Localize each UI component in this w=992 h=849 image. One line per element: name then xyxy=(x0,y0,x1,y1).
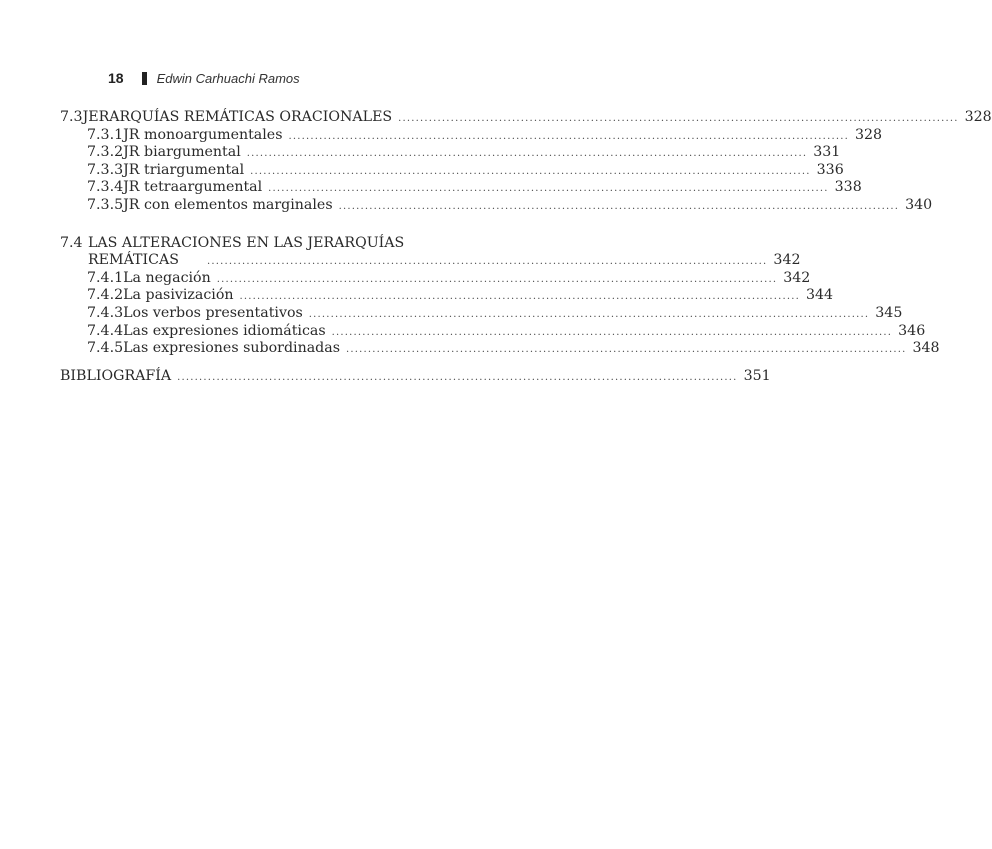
leader-dots: ................................................................................................................................ xyxy=(250,165,811,177)
subsection-number: 7.4.3 xyxy=(87,304,124,321)
page-ref: 348 xyxy=(912,340,940,357)
running-header xyxy=(108,70,300,86)
section-title-line1: LAS ALTERACIONES EN LAS JERARQUÍAS xyxy=(88,234,405,251)
toc-entry-7-3-2 xyxy=(60,144,841,162)
section-number: 7.3 xyxy=(60,109,83,125)
page-number: 18 xyxy=(108,70,124,86)
section-title-line2: REMÁTICAS xyxy=(88,252,179,269)
toc-entry-7-4 xyxy=(60,252,801,270)
toc-entry-7-3 xyxy=(60,109,992,127)
subsection-number: 7.3.5 xyxy=(87,196,124,213)
subsection-title: Las expresiones subordinadas xyxy=(123,340,340,357)
page-ref: 342 xyxy=(783,269,811,286)
subsection-title: La pasivización xyxy=(123,287,234,304)
leader-dots: ................................................................................................................................ xyxy=(206,256,768,268)
page-ref: 328 xyxy=(854,126,883,143)
leader-dots: ................................................................................................................................ xyxy=(398,113,959,124)
toc-entry-7-4-5 xyxy=(60,340,940,358)
page-ref: 342 xyxy=(773,252,801,269)
spacer xyxy=(60,225,542,235)
leader-dots: ................................................................................................................................ xyxy=(338,200,900,212)
page-ref: 338 xyxy=(834,179,862,196)
author-name: Edwin Carhuachi Ramos xyxy=(156,70,300,86)
subsection-title: Las expresiones idiomáticas xyxy=(123,322,326,339)
leader-dots: ................................................................................................................................ xyxy=(331,326,893,338)
toc-entry-7-4-1 xyxy=(60,269,811,288)
leader-dots: ................................................................................................................................ xyxy=(177,371,738,383)
page-ref: 328 xyxy=(964,109,992,125)
subsection-number: 7.3.3 xyxy=(87,161,124,178)
subsection-number: 7.4.5 xyxy=(87,340,124,357)
leader-dots: ................................................................................................................................ xyxy=(239,291,800,303)
toc-entry-7-4-heading xyxy=(60,235,542,253)
leader-dots: ................................................................................................................................ xyxy=(268,183,829,195)
subsection-title: JR monoargumentales xyxy=(123,126,283,143)
subsection-title: JR triargumental xyxy=(123,161,245,178)
page-ref: 340 xyxy=(905,196,933,213)
subsection-number: 7.4.2 xyxy=(87,287,124,304)
page-ref: 345 xyxy=(875,304,903,321)
bibliography-title: BIBLIOGRAFÍA xyxy=(60,367,172,384)
subsection-title: La negación xyxy=(123,269,211,286)
subsection-title: JR con elementos marginales xyxy=(123,196,333,213)
section-title: JERARQUÍAS REMÁTICAS ORACIONALES xyxy=(82,109,393,125)
toc-entry-7-4-2 xyxy=(60,287,834,305)
leader-dots: ................................................................................................................................ xyxy=(288,130,849,142)
toc-entry-7-3-1 xyxy=(60,126,883,145)
leader-dots: ................................................................................................................................ xyxy=(246,148,808,160)
leader-dots: ................................................................................................................................ xyxy=(216,273,778,285)
page-ref: 351 xyxy=(743,367,771,384)
toc-entry-bibliography xyxy=(60,367,771,386)
page-ref: 336 xyxy=(816,161,844,178)
subsection-title: JR tetraargumental xyxy=(123,179,263,196)
subsection-number: 7.3.2 xyxy=(87,144,124,161)
subsection-number: 7.3.4 xyxy=(87,179,124,196)
subsection-number: 7.3.1 xyxy=(87,126,124,143)
page-ref: 331 xyxy=(813,144,841,161)
leader-dots: ................................................................................................................................ xyxy=(345,344,907,356)
separator-mark xyxy=(142,72,147,85)
toc-entry-7-3-3 xyxy=(60,161,844,180)
toc-entry-7-4-4 xyxy=(60,322,926,341)
page-ref: 346 xyxy=(898,322,926,339)
subsection-title: JR biargumental xyxy=(123,144,241,161)
spacer xyxy=(60,215,542,225)
spacer xyxy=(60,358,542,368)
table-of-contents xyxy=(60,109,992,385)
section-number: 7.4 xyxy=(60,234,83,251)
toc-entry-7-4-3 xyxy=(60,304,903,323)
subsection-number: 7.4.1 xyxy=(87,269,124,286)
subsection-number: 7.4.4 xyxy=(87,322,124,339)
toc-entry-7-3-5 xyxy=(60,196,933,215)
subsection-title: Los verbos presentativos xyxy=(123,304,303,321)
leader-dots: ................................................................................................................................ xyxy=(308,308,870,320)
page-ref: 344 xyxy=(806,287,834,304)
toc-entry-7-3-4 xyxy=(60,179,862,197)
